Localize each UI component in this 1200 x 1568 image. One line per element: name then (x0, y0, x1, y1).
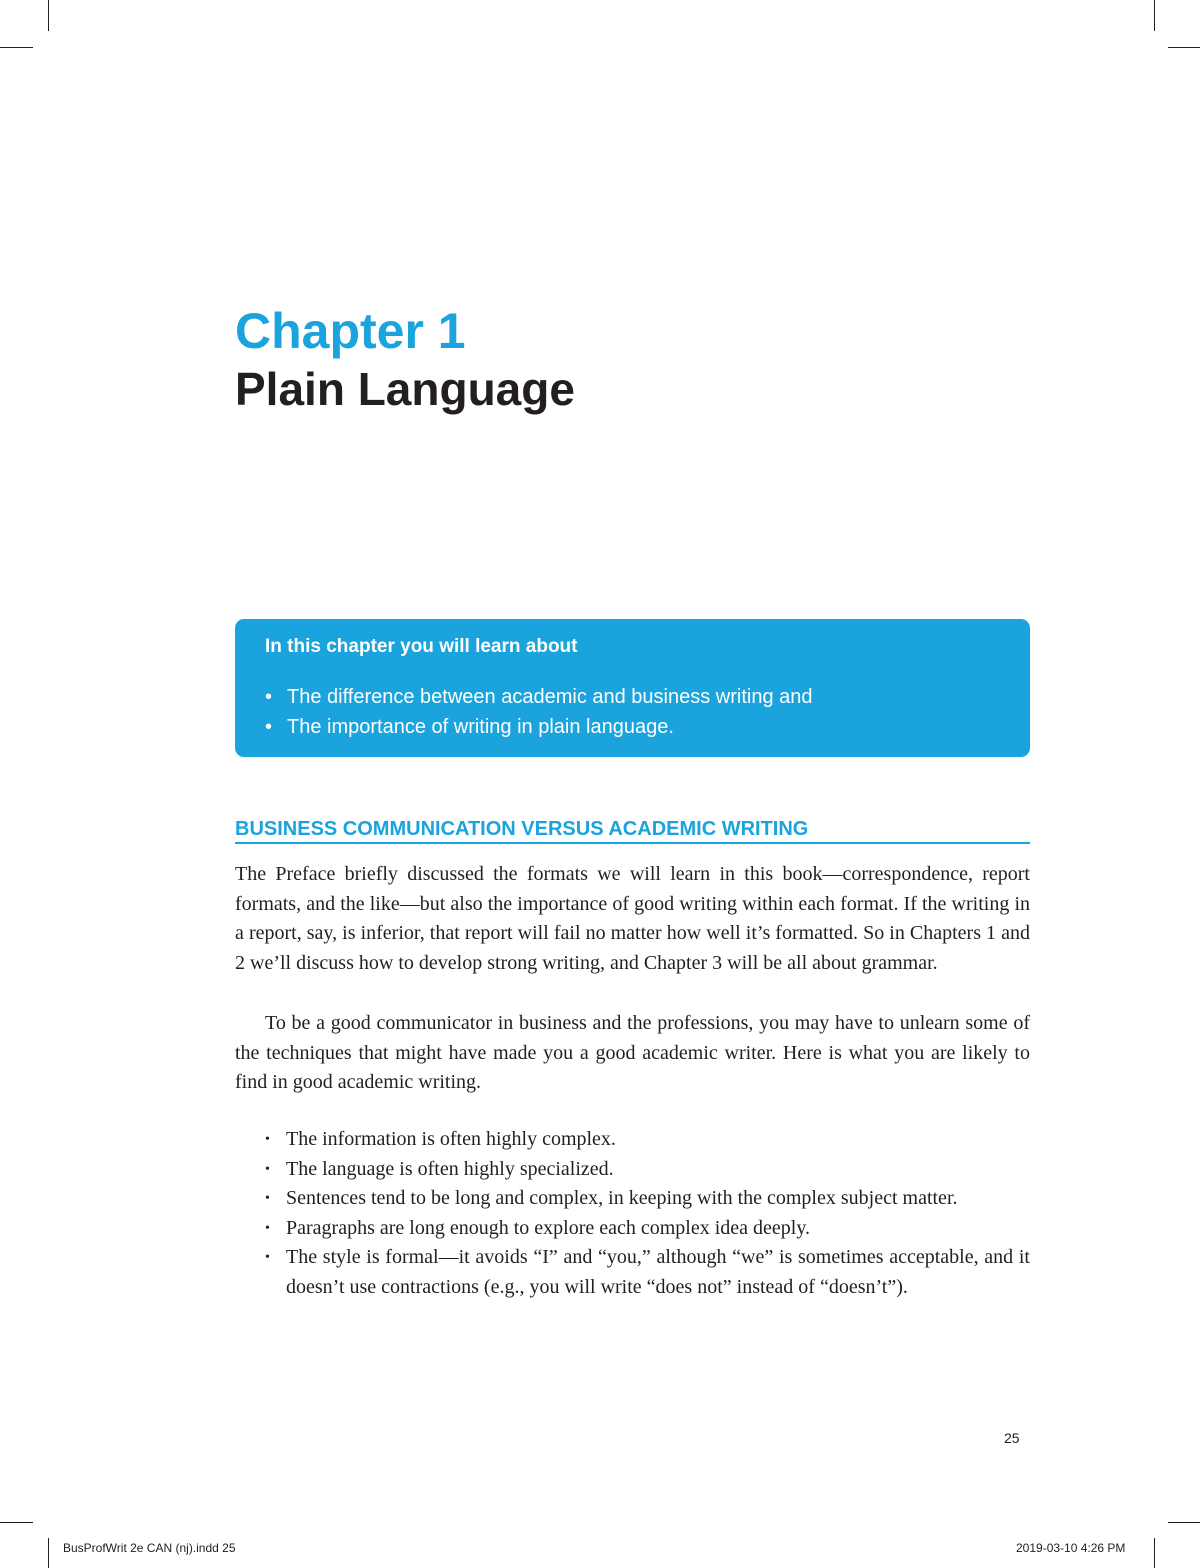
learning-objectives-list (265, 682, 813, 742)
crop-mark (0, 1522, 33, 1523)
bullet-icon: • (265, 686, 273, 708)
section-divider (235, 842, 1030, 844)
bullet-icon: • (265, 1250, 270, 1265)
page-number: 25 (1004, 1430, 1020, 1446)
body-paragraph: The Preface briefly discussed the formats we will learn in this book—correspondence, report formats, and the like—but also the importance of good writing within each format. If the writing in a report, say, is inferior, that report will fail no matter how well it’s formatted. So in Chapters 1 and 2 we’ll discuss how to develop strong writing, and Chapter 3 will be all about grammar. (235, 863, 1030, 974)
crop-mark (1168, 47, 1200, 48)
bullet-icon: • (265, 1161, 270, 1177)
chapter-title: Plain Language (235, 363, 575, 415)
list-item: • The information is often highly complex. (265, 1125, 1030, 1155)
crop-mark (0, 47, 33, 48)
chapter-number: Chapter 1 (235, 303, 466, 359)
crop-mark (1154, 1538, 1155, 1568)
bullet-icon: • (265, 716, 273, 738)
bullet-icon: • (265, 1191, 270, 1206)
list-item: • The language is often highly specialized. (265, 1155, 1030, 1185)
learning-objectives-box (235, 619, 1030, 757)
print-slug-timestamp: 2019-03-10 4:26 PM (1016, 1541, 1126, 1555)
print-slug-file: BusProfWrit 2e CAN (nj).indd 25 (63, 1541, 236, 1555)
crop-mark (1168, 1522, 1200, 1523)
learning-objectives-heading: In this chapter you will learn about (265, 636, 578, 657)
crop-mark (48, 0, 49, 31)
crop-mark (48, 1538, 49, 1568)
bullet-icon: • (265, 1220, 270, 1236)
academic-writing-list (265, 1125, 1030, 1302)
list-item: • The style is formal—it avoids “I” and “you,” although “we” is sometimes acceptable, and it doesn’t use contractions (e.g., you will write “does not” instead of “doesn’t”). (265, 1243, 1030, 1302)
list-item: • Sentences tend to be long and complex, in keeping with the complex subject matter. (265, 1184, 1030, 1214)
learning-objective-item: • The difference between academic and business writing and (265, 682, 813, 712)
body-paragraph: To be a good communicator in business and the professions, you may have to unlearn some of the techniques that might have made you a good academic writer. Here is what you are likely to find in good academic writing. (235, 1012, 1030, 1093)
crop-mark (1154, 0, 1155, 31)
bullet-icon: • (265, 1132, 270, 1147)
list-item: • Paragraphs are long enough to explore each complex idea deeply. (265, 1214, 1030, 1244)
section-heading: BUSINESS COMMUNICATION VERSUS ACADEMIC WRITING (235, 818, 809, 840)
learning-objective-item: • The importance of writing in plain language. (265, 712, 813, 742)
